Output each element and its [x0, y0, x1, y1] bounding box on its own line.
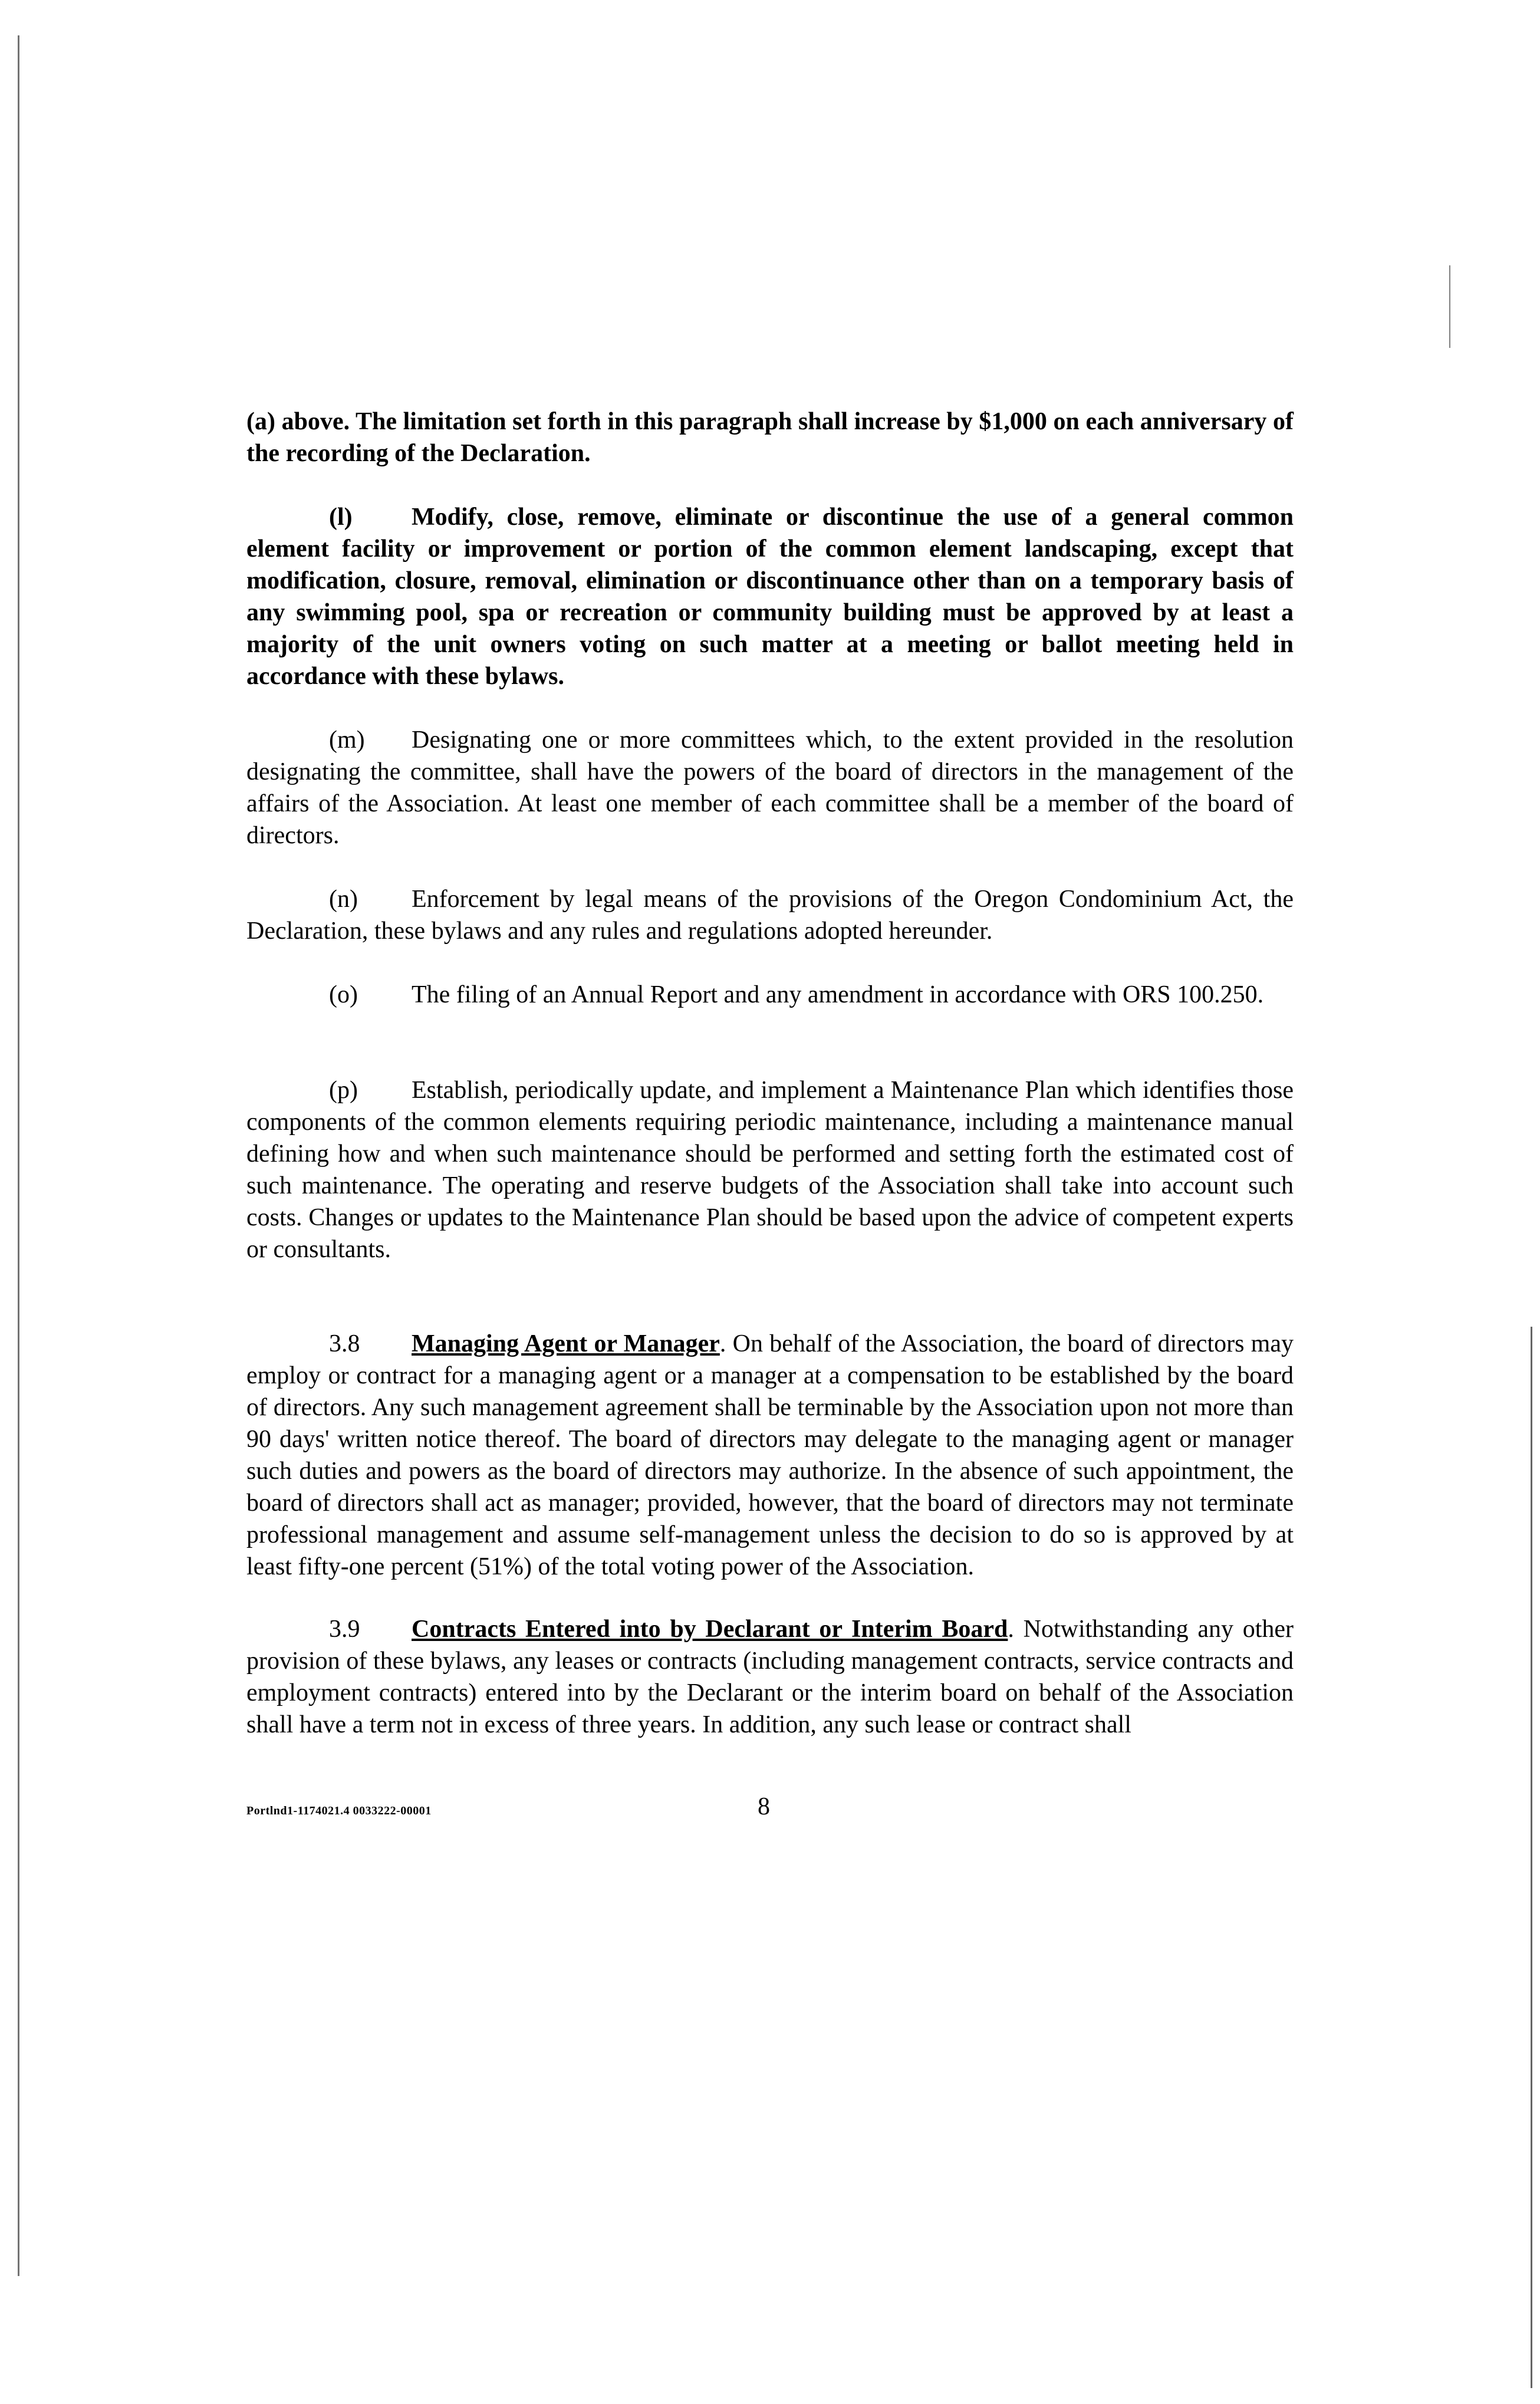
- scan-edge-right: [1531, 1327, 1532, 2388]
- section-3-9-number: 3.9: [329, 1616, 360, 1643]
- paragraph-o-label: (o): [329, 981, 358, 1008]
- paragraph-l-text: Modify, close, remove, eliminate or discontinue the use of a general common element facility or improvement or portion of the common element landscaping, except that modification, closure, removal, elimination or discontinuance other than on a temporary basis of any swimming pool, spa or recreation or community building must be approved by at least a majority of the unit owners voting on such matter at a meeting or ballot meeting held in accordance with these bylaws.: [246, 504, 1294, 690]
- paragraph-m: [246, 724, 1294, 851]
- paragraph-l: [246, 501, 1294, 692]
- paragraph-p-text: Establish, periodically update, and implement a Maintenance Plan which identifies those components of the common elements requiring periodic maintenance, including a maintenance manual defining how and when such maintenance should be performed and setting forth the estimated cost of such maintenance. The operating and reserve budgets of the Association shall take into account such costs. Changes or updates to the Maintenance Plan should be based upon the advice of competent experts or consultants.: [246, 1077, 1294, 1263]
- section-3-8-text: . On behalf of the Association, the board of directors may employ or contract for a managing agent or a manager at a compensation to be established by the board of directors. Any such management agreement shall be terminable by the Association upon not more than 90 days' written notice thereof. The board of directors may delegate to the managing agent or manager such duties and powers as the board of directors may authorize. In the absence of such appointment, the board of directors shall act as manager; provided, however, that the board of directors may not terminate professional management and assume self-management unless the decision to do so is approved by at least fifty-one percent (51%) of the total voting power of the Association.: [246, 1330, 1294, 1580]
- footer-page-number: 8: [758, 1793, 770, 1820]
- section-3-9-text: . Notwithstanding any other provision of these bylaws, any leases or contracts (including management contracts, service contracts and employment contracts) entered into by the Declarant or the interim board on behalf of the Association shall have a term not in excess of three years. In addition, any such lease or contract shall: [246, 1616, 1294, 1738]
- paragraph-m-label: (m): [329, 726, 365, 754]
- paragraph-o: [246, 979, 1294, 1011]
- paragraph-n: [246, 883, 1294, 947]
- paragraph-m-text: Designating one or more committees which, to the extent provided in the resolution designating the committee, shall have the powers of the board of directors in the management of the affairs of the Association. At least one member of each committee shall be a member of the board of directors.: [246, 726, 1294, 849]
- scan-edge-left: [18, 35, 19, 2276]
- paragraph-o-text: The filing of an Annual Report and any amendment in accordance with ORS 100.250.: [412, 981, 1264, 1008]
- paragraph-p: [246, 1074, 1294, 1265]
- scan-mark-right: [1449, 265, 1450, 348]
- continuation-paragraph: (a) above. The limitation set forth in this paragraph shall increase by $1,000 on each anniversary of the recording of the Declaration.: [246, 408, 1294, 467]
- paragraph-l-label: (l): [329, 504, 353, 531]
- paragraph-n-text: Enforcement by legal means of the provisions of the Oregon Condominium Act, the Declaration, these bylaws and any rules and regulations adopted hereunder.: [246, 886, 1294, 945]
- section-3-8-heading: Managing Agent or Manager: [412, 1330, 720, 1357]
- section-3-8-number: 3.8: [329, 1330, 360, 1357]
- footer-document-id: Portlnd1-1174021.4 0033222-00001: [246, 1804, 432, 1817]
- section-3-9-heading: Contracts Entered into by Declarant or Interim Board: [412, 1616, 1008, 1643]
- paragraph-p-label: (p): [329, 1077, 358, 1104]
- paragraph-n-label: (n): [329, 886, 358, 913]
- section-3-8: [246, 1328, 1294, 1583]
- section-3-9: [246, 1613, 1294, 1741]
